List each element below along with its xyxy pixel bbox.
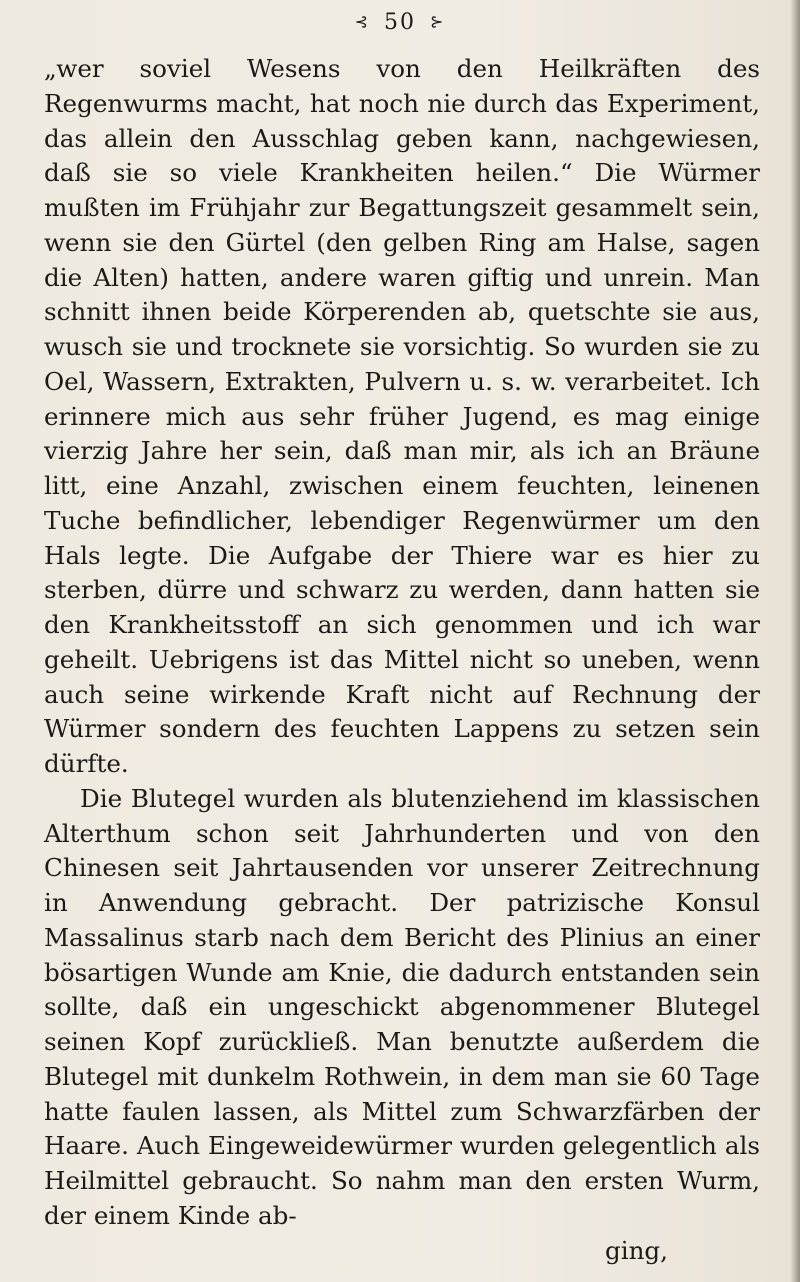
right-ornament-icon: ⊱ [430,12,446,31]
paragraph-blutegel: Die Blutegel wurden als blutenziehend im klassischen Alterthum schon seit Jahrhunderten und von den Chinesen seit Jahrtausenden vor unserer Zeitrechnung in Anwendung gebracht. Der patrizische Konsul Massalinus starb nach dem Bericht des Plinius an einer bösartigen Wunde am Knie, die dadurch entstanden sein sollte, daß ein ungeschickt abgenommener Blutegel seinen Kopf zurückließ. Man benutzte außerdem die Blutegel mit dunkelm Rothwein, in dem man sie 60 Tage hatte faulen lassen, als Mittel zum Schwarzfärben der Haare. Auch Eingeweidewürmer wurden gelegentlich als Heilmittel gebraucht. So nahm man den ersten Wurm, der einem Kinde ab- [44,783,760,1230]
page-edge-shadow [790,0,800,1282]
body-text [44,52,760,1268]
left-ornament-icon: ⊰ [354,12,370,31]
page-header [0,10,800,35]
continuation-word: ging, [604,1235,668,1265]
page-number: 50 [384,10,416,35]
paragraph-regenwurm: „wer soviel Wesens von den Heilkräften des Regenwurms macht, hat noch nie durch das Experiment, das allein den Ausschlag geben kann, nachgewiesen, daß sie so viele Krankheiten heilen.“ Die Würmer mußten im Frühjahr zur Begattungszeit gesammelt sein, wenn sie den Gürtel (den gelben Ring am Halse, sagen die Alten) hatten, andere waren giftig und unrein. Man schnitt ihnen beide Körperenden ab, quetschte sie aus, wusch sie und trocknete sie vorsichtig. So wurden sie zu Oel, Wassern, Extrakten, Pulvern u. s. w. verarbeitet. Ich erinnere mich aus sehr früher Jugend, es mag einige vierzig Jahre her sein, daß man mir, als ich an Bräune litt, eine Anzahl, zwischen einem feuchten, leinenen Tuche befindlicher, lebendiger Regenwürmer um den Hals legte. Die Aufgabe der Thiere war es hier zu sterben, dürre und schwarz zu werden, dann hatten sie den Krankheitsstoff an sich genommen und ich war geheilt. Uebrigens ist das Mittel nicht so uneben, wenn auch seine wirkende Kraft nicht auf Rechnung der Würmer sondern des feuchten Lappens zu setzen sein dürfte. [44,54,760,778]
